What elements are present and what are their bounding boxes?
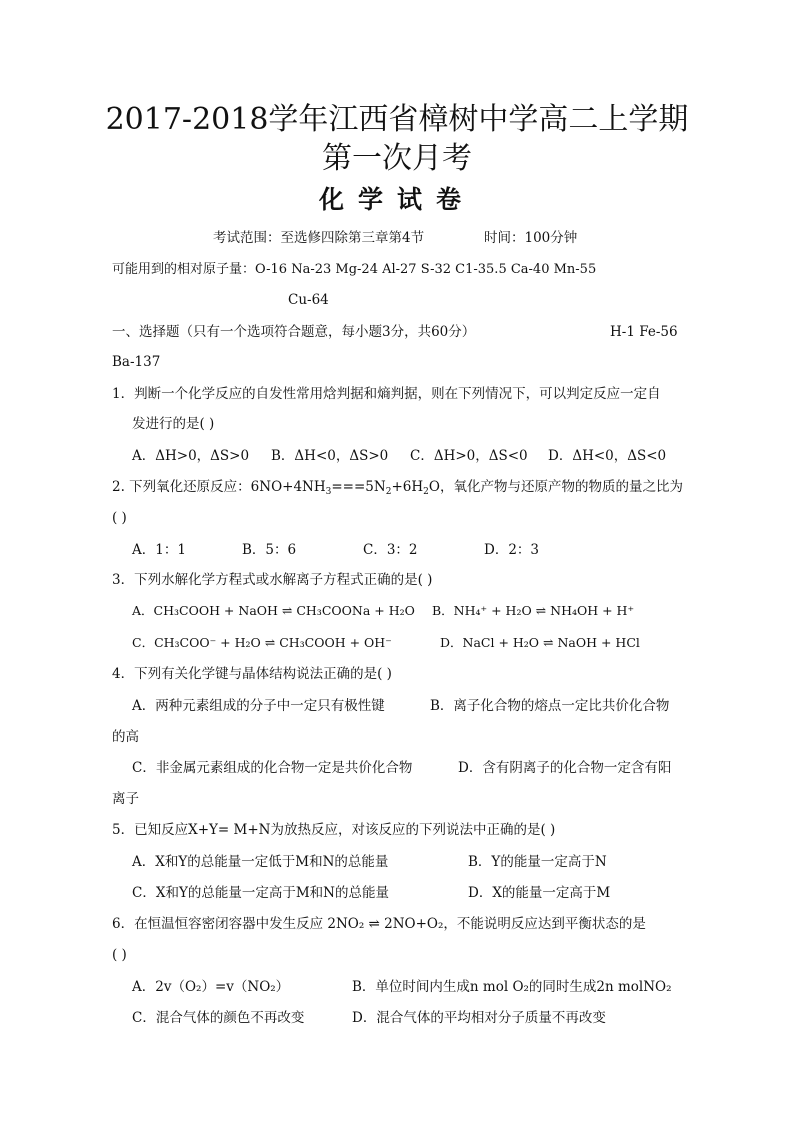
q6-option-c: C．混合气体的颜色不再改变 bbox=[132, 1010, 305, 1026]
q3-stem: 3．下列水解化学方程式或水解离子方程式正确的是( ) bbox=[112, 572, 433, 588]
q4-option-a: A．两种元素组成的分子中一定只有极性键 bbox=[132, 698, 385, 714]
q1-option-b: B．ΔH<0，ΔS>0 bbox=[271, 448, 389, 464]
q2-stem-part2: ===5N bbox=[331, 479, 386, 495]
atomic-masses: 可能用到的相对原子量：O-16 Na-23 Mg-24 Al-27 S-32 C1-35.5 Ca-40 Mn-55 bbox=[112, 262, 597, 277]
q6-option-d: D．混合气体的平均相对分子质量不再改变 bbox=[352, 1010, 606, 1026]
q6-stem-cont: ( ) bbox=[112, 947, 127, 963]
q6-option-b: B．单位时间内生成n mol O₂的同时生成2n molNO₂ bbox=[352, 979, 672, 995]
q2-stem-part3: +6H bbox=[391, 479, 424, 495]
q5-option-c: C．X和Y的总能量一定高于M和N的总能量 bbox=[132, 885, 389, 901]
q1-stem-cont: 发进行的是( ) bbox=[132, 416, 215, 432]
q5-option-a: A．X和Y的总能量一定低于M和N的总能量 bbox=[132, 854, 389, 870]
exam-range: 考试范围：至选修四除第三章第4节 bbox=[213, 230, 425, 246]
q4-option-b: B．离子化合物的熔点一定比共价化合物 bbox=[430, 698, 670, 714]
q2-option-b: B．5：6 bbox=[242, 542, 297, 558]
atomic-masses-cont: Cu-64 bbox=[288, 292, 329, 308]
q2-stem: 2. 下列氧化还原反应：$6NO+4NH_3===5N_2+6H_2O$，氧化产物与还原产物的物质的量之比为 bbox=[112, 479, 683, 497]
exam-title-line1: 2017-2018学年江西省樟树中学高二上学期 bbox=[105, 102, 689, 137]
q2-option-a: A．1：1 bbox=[132, 542, 186, 558]
q4-option-d: D．含有阴离子的化合物一定含有阳 bbox=[458, 760, 672, 776]
q2-stem-part1: 2. 下列氧化还原反应：6NO+4NH bbox=[112, 479, 326, 495]
q4-stem: 4．下列有关化学键与晶体结构说法正确的是( ) bbox=[112, 666, 392, 682]
q3-option-c: C．CH₃COO⁻ + H₂O ⇌ CH₃COOH + OH⁻ bbox=[132, 635, 392, 650]
section-heading: 一、选择题（只有一个选项符合题意，每小题3分，共60分） bbox=[112, 324, 476, 340]
exam-title-line2: 第一次月考 bbox=[322, 141, 472, 176]
q4-option-d-cont: 离子 bbox=[112, 791, 139, 807]
q5-option-d: D．X的能量一定高于M bbox=[468, 885, 611, 901]
atomic-masses-ba: Ba-137 bbox=[112, 354, 161, 370]
q6-option-a: A．2v（O₂）=v（NO₂） bbox=[132, 979, 290, 995]
atomic-masses-h-fe: H-1 Fe-56 bbox=[610, 324, 678, 340]
q3-option-b: B．NH₄⁺ + H₂O ⇌ NH₄OH + H⁺ bbox=[432, 603, 635, 618]
exam-time: 时间：100分钟 bbox=[484, 230, 578, 246]
q3-option-d: D．NaCl + H₂O ⇌ NaOH + HCl bbox=[440, 635, 640, 650]
subject-title: 化学试卷 bbox=[318, 185, 475, 214]
q1-stem: 1．判断一个化学反应的自发性常用焓判据和熵判据，则在下列情况下，可以判定反应一定自 bbox=[112, 386, 661, 402]
q1-option-c: C．ΔH>0，ΔS<0 bbox=[410, 448, 528, 464]
q6-stem: 6．在恒温恒容密闭容器中发生反应 2NO₂ ⇌ 2NO+O₂，不能说明反应达到平衡状态的是 bbox=[112, 916, 646, 932]
q3-option-a: A．CH₃COOH + NaOH ⇌ CH₃COONa + H₂O bbox=[132, 603, 415, 618]
q4-option-b-cont: 的高 bbox=[112, 729, 139, 745]
q4-option-c: C．非金属元素组成的化合物一定是共价化合物 bbox=[132, 760, 413, 776]
q5-stem: 5．已知反应X+Y= M+N为放热反应，对该反应的下列说法中正确的是( ) bbox=[112, 822, 556, 838]
q2-stem-part4: O，氧化产物与还原产物的物质的量之比为 bbox=[428, 479, 683, 495]
q1-option-d: D．ΔH<0，ΔS<0 bbox=[548, 448, 667, 464]
q1-option-a: A．ΔH>0，ΔS>0 bbox=[132, 448, 250, 464]
q5-option-b: B．Y的能量一定高于N bbox=[468, 854, 607, 870]
q2-option-d: D．2：3 bbox=[484, 542, 540, 558]
q2-option-c: C．3：2 bbox=[363, 542, 418, 558]
q2-stem-cont: ( ) bbox=[112, 510, 127, 526]
